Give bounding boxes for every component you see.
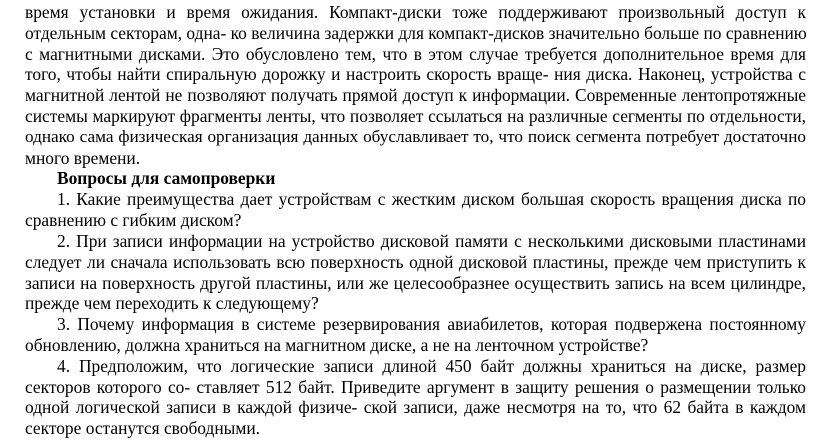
question-4-line: секторе останутся свободными. bbox=[25, 418, 261, 439]
paragraph-line: время установки и время ожидания. Компакт-диски тоже поддерживают произвольный доступ к bbox=[25, 2, 806, 22]
paragraph-line: отдельным секторам, одна- ко величина задержки для компакт-дисков значительно больше по сравнению bbox=[25, 22, 807, 43]
question-1-line: сравнению с гибким диском? bbox=[25, 210, 242, 231]
question-4-line: 4. Предположим, что логические записи длиной 450 байт должны храниться на диске, размер bbox=[57, 355, 806, 376]
question-4-line: секторов которого со- ставляет 512 байт. Приведите аргумент в защиту решения о размещении только bbox=[25, 376, 806, 397]
question-2-line: следует ли сначала использовать всю поверхность одной дисковой пластины, прежде чем приступить к bbox=[25, 251, 806, 272]
question-4-line: одной логической записи в каждой физиче- ской записи, даже несмотря на то, что 62 байта в каждом bbox=[25, 397, 806, 418]
paragraph-line: много времени. bbox=[25, 147, 141, 168]
paragraph-line: с магнитными дисками. Это обусловлено тем, что в этом случае требуется дополнительное время для bbox=[25, 43, 806, 64]
question-2-line: записи на поверхность другой пластины, или же целесообразнее осуществить запись на всем цилиндре, bbox=[25, 272, 806, 293]
question-1-line: 1. Какие преимущества дает устройствам с жестким диском большая скорость вращения диска по bbox=[57, 189, 806, 210]
section-title: Вопросы для самопроверки bbox=[57, 168, 276, 189]
paragraph-line: системы маркируют фрагменты ленты, что позволяет ссылаться на различные сегменты по отдельности, bbox=[25, 106, 806, 127]
question-2-line: прежде чем переходить к следующему? bbox=[25, 293, 319, 314]
paragraph-line: того, чтобы найти спиральную дорожку и настроить скорость враще- ния диска. Наконец, устройства с bbox=[25, 64, 806, 85]
paragraph-line: однако сама физическая организация данных обуславливает то, что поиск сегмента потребует достаточно bbox=[25, 126, 806, 146]
paragraph-line: магнитной лентой не позволяют получать прямой доступ к информации. Современные лентопротяжные bbox=[25, 85, 806, 106]
question-3-line: обновлению, должна храниться на магнитном диске, а не на ленточном устройстве? bbox=[25, 334, 649, 355]
question-2-line: 2. При записи информации на устройство дисковой памяти с несколькими дисковыми пластинами bbox=[57, 230, 806, 251]
question-3-line: 3. Почему информация в системе резервирования авиабилетов, которая подвержена постоянному bbox=[57, 314, 806, 335]
